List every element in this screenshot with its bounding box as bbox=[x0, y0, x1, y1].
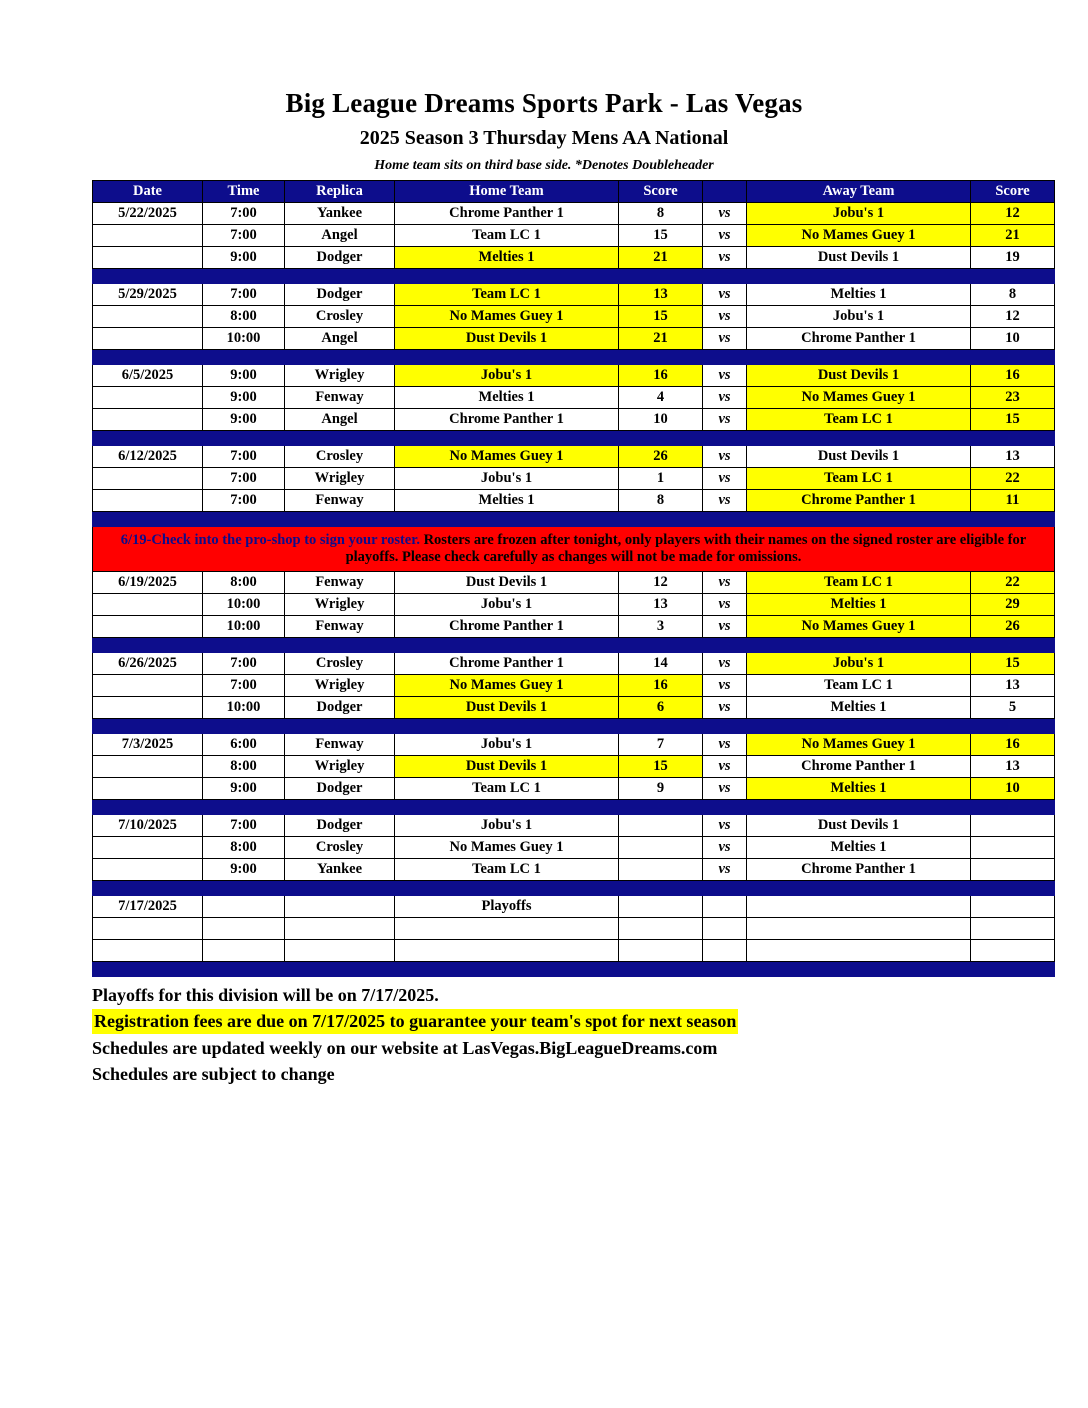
cell-vs: vs bbox=[703, 306, 747, 328]
cell-replica: Wrigley bbox=[285, 468, 395, 490]
cell-date bbox=[93, 306, 203, 328]
cell-time: 10:00 bbox=[203, 328, 285, 350]
cell-away-team: Team LC 1 bbox=[747, 468, 971, 490]
cell-away-score: 29 bbox=[971, 594, 1055, 616]
cell-away-score: 23 bbox=[971, 387, 1055, 409]
cell-home-score: 14 bbox=[619, 653, 703, 675]
cell-time: 7:00 bbox=[203, 284, 285, 306]
week-separator bbox=[93, 638, 1055, 653]
week-separator bbox=[93, 719, 1055, 734]
table-row bbox=[93, 837, 1055, 859]
cell-vs: vs bbox=[703, 409, 747, 431]
roster-notice-text bbox=[93, 527, 1055, 572]
table-row bbox=[93, 409, 1055, 431]
cell-time: 9:00 bbox=[203, 247, 285, 269]
cell-home-score: 15 bbox=[619, 756, 703, 778]
cell-vs: vs bbox=[703, 778, 747, 800]
table-row bbox=[93, 734, 1055, 756]
cell-time: 7:00 bbox=[203, 675, 285, 697]
cell-date bbox=[93, 328, 203, 350]
cell-away-team bbox=[747, 896, 971, 918]
cell-date bbox=[93, 778, 203, 800]
cell-away-team: Jobu's 1 bbox=[747, 653, 971, 675]
cell-replica: Crosley bbox=[285, 306, 395, 328]
week-separator-cell bbox=[93, 269, 1055, 284]
table-row bbox=[93, 756, 1055, 778]
table-row bbox=[93, 468, 1055, 490]
cell-away-team: Melties 1 bbox=[747, 837, 971, 859]
table-row bbox=[93, 225, 1055, 247]
footer-registration: Registration fees are due on 7/17/2025 to guarantee your team's spot for next season bbox=[92, 1009, 738, 1033]
cell-time: 7:00 bbox=[203, 468, 285, 490]
cell-home-team: Dust Devils 1 bbox=[395, 697, 619, 719]
cell-replica: Crosley bbox=[285, 653, 395, 675]
cell-away-score: 13 bbox=[971, 756, 1055, 778]
cell-time: 8:00 bbox=[203, 756, 285, 778]
cell-vs: vs bbox=[703, 225, 747, 247]
empty-cell bbox=[395, 940, 619, 962]
cell-home-team: Playoffs bbox=[395, 896, 619, 918]
cell-vs: vs bbox=[703, 572, 747, 594]
cell-replica: Angel bbox=[285, 328, 395, 350]
table-row bbox=[93, 675, 1055, 697]
cell-away-team: Melties 1 bbox=[747, 284, 971, 306]
week-separator bbox=[93, 800, 1055, 815]
week-separator-cell bbox=[93, 800, 1055, 815]
cell-home-team: No Mames Guey 1 bbox=[395, 446, 619, 468]
table-row bbox=[93, 284, 1055, 306]
cell-date bbox=[93, 387, 203, 409]
cell-away-score bbox=[971, 859, 1055, 881]
cell-away-score: 26 bbox=[971, 616, 1055, 638]
cell-home-score: 16 bbox=[619, 365, 703, 387]
cell-vs: vs bbox=[703, 387, 747, 409]
cell-replica: Wrigley bbox=[285, 675, 395, 697]
cell-away-team: Dust Devils 1 bbox=[747, 365, 971, 387]
empty-cell bbox=[619, 940, 703, 962]
empty-cell bbox=[747, 940, 971, 962]
empty-cell bbox=[703, 918, 747, 940]
empty-cell bbox=[619, 918, 703, 940]
cell-vs: vs bbox=[703, 697, 747, 719]
cell-away-team: Team LC 1 bbox=[747, 675, 971, 697]
page-title: Big League Dreams Sports Park - Las Vegas bbox=[285, 88, 803, 118]
cell-away-team: No Mames Guey 1 bbox=[747, 734, 971, 756]
cell-date bbox=[93, 697, 203, 719]
cell-home-score: 3 bbox=[619, 616, 703, 638]
cell-date: 6/26/2025 bbox=[93, 653, 203, 675]
cell-date bbox=[93, 756, 203, 778]
cell-date bbox=[93, 859, 203, 881]
cell-date bbox=[93, 490, 203, 512]
cell-time: 9:00 bbox=[203, 859, 285, 881]
table-row bbox=[93, 446, 1055, 468]
cell-away-team: No Mames Guey 1 bbox=[747, 225, 971, 247]
column-header-home: Home Team bbox=[395, 181, 619, 203]
cell-vs: vs bbox=[703, 859, 747, 881]
cell-time: 7:00 bbox=[203, 203, 285, 225]
schedule-table bbox=[92, 180, 1055, 977]
table-row bbox=[93, 594, 1055, 616]
cell-home-team: Chrome Panther 1 bbox=[395, 409, 619, 431]
cell-away-score: 11 bbox=[971, 490, 1055, 512]
cell-replica: Fenway bbox=[285, 616, 395, 638]
table-row bbox=[93, 365, 1055, 387]
column-header-score-home: Score bbox=[619, 181, 703, 203]
cell-away-score: 19 bbox=[971, 247, 1055, 269]
cell-away-team: Melties 1 bbox=[747, 697, 971, 719]
cell-home-team: Melties 1 bbox=[395, 247, 619, 269]
table-row bbox=[93, 616, 1055, 638]
cell-away-team: Melties 1 bbox=[747, 594, 971, 616]
cell-away-score: 22 bbox=[971, 572, 1055, 594]
cell-home-team: Team LC 1 bbox=[395, 225, 619, 247]
cell-replica: Crosley bbox=[285, 446, 395, 468]
table-header-row bbox=[93, 181, 1055, 203]
cell-replica: Wrigley bbox=[285, 594, 395, 616]
table-row bbox=[93, 247, 1055, 269]
week-separator-cell bbox=[93, 719, 1055, 734]
cell-time: 10:00 bbox=[203, 697, 285, 719]
cell-vs: vs bbox=[703, 468, 747, 490]
cell-away-score bbox=[971, 896, 1055, 918]
cell-time: 10:00 bbox=[203, 616, 285, 638]
cell-replica: Dodger bbox=[285, 284, 395, 306]
table-row bbox=[93, 306, 1055, 328]
cell-replica: Yankee bbox=[285, 859, 395, 881]
week-separator-cell bbox=[93, 962, 1055, 977]
footer-notes bbox=[92, 983, 996, 1086]
cell-time: 10:00 bbox=[203, 594, 285, 616]
cell-away-team: No Mames Guey 1 bbox=[747, 616, 971, 638]
cell-vs: vs bbox=[703, 837, 747, 859]
cell-vs: vs bbox=[703, 734, 747, 756]
cell-time: 6:00 bbox=[203, 734, 285, 756]
cell-time bbox=[203, 896, 285, 918]
cell-away-score: 12 bbox=[971, 203, 1055, 225]
table-row bbox=[93, 653, 1055, 675]
roster-notice-highlight: 6/19-Check into the pro-shop to sign your roster. bbox=[120, 532, 420, 549]
empty-cell bbox=[747, 918, 971, 940]
cell-away-score: 16 bbox=[971, 365, 1055, 387]
cell-vs: vs bbox=[703, 328, 747, 350]
cell-date bbox=[93, 468, 203, 490]
cell-vs: vs bbox=[703, 365, 747, 387]
cell-vs: vs bbox=[703, 247, 747, 269]
cell-away-team: Jobu's 1 bbox=[747, 203, 971, 225]
empty-cell bbox=[285, 940, 395, 962]
cell-vs: vs bbox=[703, 203, 747, 225]
cell-home-score: 26 bbox=[619, 446, 703, 468]
empty-cell bbox=[203, 918, 285, 940]
cell-time: 7:00 bbox=[203, 446, 285, 468]
cell-away-score: 22 bbox=[971, 468, 1055, 490]
cell-away-score bbox=[971, 837, 1055, 859]
cell-home-score: 21 bbox=[619, 328, 703, 350]
empty-cell bbox=[395, 918, 619, 940]
cell-home-score bbox=[619, 896, 703, 918]
column-header-date: Date bbox=[93, 181, 203, 203]
cell-vs: vs bbox=[703, 616, 747, 638]
cell-away-team: Chrome Panther 1 bbox=[747, 490, 971, 512]
cell-away-score: 10 bbox=[971, 328, 1055, 350]
week-separator bbox=[93, 512, 1055, 527]
week-separator bbox=[93, 269, 1055, 284]
table-row bbox=[93, 896, 1055, 918]
cell-home-score: 10 bbox=[619, 409, 703, 431]
cell-time: 7:00 bbox=[203, 225, 285, 247]
cell-home-team: Dust Devils 1 bbox=[395, 572, 619, 594]
cell-home-team: Jobu's 1 bbox=[395, 734, 619, 756]
cell-away-score: 16 bbox=[971, 734, 1055, 756]
cell-away-score: 8 bbox=[971, 284, 1055, 306]
cell-home-score: 6 bbox=[619, 697, 703, 719]
page-subtitle: 2025 Season 3 Thursday Mens AA National bbox=[359, 127, 729, 149]
empty-cell bbox=[93, 918, 203, 940]
cell-away-score: 21 bbox=[971, 225, 1055, 247]
week-separator-cell bbox=[93, 431, 1055, 446]
cell-away-team: Dust Devils 1 bbox=[747, 815, 971, 837]
cell-home-team: Jobu's 1 bbox=[395, 468, 619, 490]
cell-date bbox=[93, 247, 203, 269]
cell-vs: vs bbox=[703, 594, 747, 616]
cell-time: 7:00 bbox=[203, 815, 285, 837]
cell-away-score: 10 bbox=[971, 778, 1055, 800]
cell-home-team: Dust Devils 1 bbox=[395, 756, 619, 778]
cell-date bbox=[93, 616, 203, 638]
cell-home-score: 1 bbox=[619, 468, 703, 490]
cell-home-team: Dust Devils 1 bbox=[395, 328, 619, 350]
cell-away-team: Team LC 1 bbox=[747, 572, 971, 594]
week-separator bbox=[93, 881, 1055, 896]
cell-replica: Fenway bbox=[285, 572, 395, 594]
cell-away-score: 13 bbox=[971, 675, 1055, 697]
cell-replica: Crosley bbox=[285, 837, 395, 859]
empty-row bbox=[93, 940, 1055, 962]
cell-home-team: Team LC 1 bbox=[395, 284, 619, 306]
cell-home-team: Team LC 1 bbox=[395, 778, 619, 800]
cell-home-team: Jobu's 1 bbox=[395, 815, 619, 837]
cell-time: 8:00 bbox=[203, 837, 285, 859]
cell-date: 7/3/2025 bbox=[93, 734, 203, 756]
column-header-time: Time bbox=[203, 181, 285, 203]
cell-away-score: 5 bbox=[971, 697, 1055, 719]
cell-date bbox=[93, 675, 203, 697]
cell-away-score: 15 bbox=[971, 409, 1055, 431]
table-row bbox=[93, 697, 1055, 719]
cell-vs: vs bbox=[703, 446, 747, 468]
cell-date: 5/22/2025 bbox=[93, 203, 203, 225]
week-separator-cell bbox=[93, 512, 1055, 527]
cell-home-score: 7 bbox=[619, 734, 703, 756]
cell-vs: vs bbox=[703, 653, 747, 675]
column-header-vs bbox=[703, 181, 747, 203]
cell-replica: Angel bbox=[285, 225, 395, 247]
footer-subject-to-change: Schedules are subject to change bbox=[92, 1063, 335, 1084]
cell-replica: Wrigley bbox=[285, 365, 395, 387]
cell-replica: Dodger bbox=[285, 778, 395, 800]
cell-date bbox=[93, 594, 203, 616]
cell-home-team: Jobu's 1 bbox=[395, 365, 619, 387]
cell-home-team: Melties 1 bbox=[395, 490, 619, 512]
cell-home-team: Chrome Panther 1 bbox=[395, 203, 619, 225]
cell-home-score: 13 bbox=[619, 594, 703, 616]
cell-home-team: Team LC 1 bbox=[395, 859, 619, 881]
cell-away-team: Jobu's 1 bbox=[747, 306, 971, 328]
cell-away-team: Chrome Panther 1 bbox=[747, 859, 971, 881]
cell-vs: vs bbox=[703, 675, 747, 697]
cell-date: 6/12/2025 bbox=[93, 446, 203, 468]
cell-date: 6/5/2025 bbox=[93, 365, 203, 387]
cell-home-score: 9 bbox=[619, 778, 703, 800]
cell-replica: Fenway bbox=[285, 490, 395, 512]
cell-replica: Dodger bbox=[285, 815, 395, 837]
cell-vs: vs bbox=[703, 490, 747, 512]
week-separator bbox=[93, 962, 1055, 977]
cell-vs bbox=[703, 896, 747, 918]
cell-away-score: 15 bbox=[971, 653, 1055, 675]
cell-away-team: Chrome Panther 1 bbox=[747, 756, 971, 778]
cell-home-team: Chrome Panther 1 bbox=[395, 653, 619, 675]
cell-home-score: 16 bbox=[619, 675, 703, 697]
cell-replica: Angel bbox=[285, 409, 395, 431]
cell-home-score bbox=[619, 837, 703, 859]
table-row bbox=[93, 778, 1055, 800]
cell-replica: Dodger bbox=[285, 697, 395, 719]
cell-away-score bbox=[971, 815, 1055, 837]
cell-away-team: Team LC 1 bbox=[747, 409, 971, 431]
schedule-body bbox=[93, 203, 1055, 977]
roster-notice-detail: Rosters are frozen after tonight, only players with their names on the signed roster are eligible for playoffs. Please check carefully as changes will not be made for omissions. bbox=[345, 532, 1027, 565]
cell-away-score: 12 bbox=[971, 306, 1055, 328]
cell-vs: vs bbox=[703, 284, 747, 306]
cell-home-score bbox=[619, 815, 703, 837]
roster-notice-row bbox=[93, 527, 1055, 572]
cell-home-team: No Mames Guey 1 bbox=[395, 837, 619, 859]
empty-cell bbox=[285, 918, 395, 940]
cell-away-team: No Mames Guey 1 bbox=[747, 387, 971, 409]
cell-replica: Fenway bbox=[285, 734, 395, 756]
cell-vs: vs bbox=[703, 756, 747, 778]
table-row bbox=[93, 387, 1055, 409]
cell-date: 5/29/2025 bbox=[93, 284, 203, 306]
cell-away-team: Dust Devils 1 bbox=[747, 247, 971, 269]
cell-time: 9:00 bbox=[203, 409, 285, 431]
week-separator-cell bbox=[93, 350, 1055, 365]
cell-home-team: Melties 1 bbox=[395, 387, 619, 409]
week-separator-cell bbox=[93, 638, 1055, 653]
cell-vs: vs bbox=[703, 815, 747, 837]
cell-away-team: Chrome Panther 1 bbox=[747, 328, 971, 350]
cell-date bbox=[93, 409, 203, 431]
cell-replica: Dodger bbox=[285, 247, 395, 269]
cell-away-team: Dust Devils 1 bbox=[747, 446, 971, 468]
cell-home-score: 13 bbox=[619, 284, 703, 306]
cell-home-team: No Mames Guey 1 bbox=[395, 675, 619, 697]
cell-home-score: 15 bbox=[619, 306, 703, 328]
cell-home-score: 12 bbox=[619, 572, 703, 594]
cell-away-score: 13 bbox=[971, 446, 1055, 468]
cell-time: 7:00 bbox=[203, 653, 285, 675]
cell-time: 8:00 bbox=[203, 572, 285, 594]
cell-time: 9:00 bbox=[203, 778, 285, 800]
table-row bbox=[93, 815, 1055, 837]
cell-replica bbox=[285, 896, 395, 918]
cell-home-score: 15 bbox=[619, 225, 703, 247]
empty-cell bbox=[93, 940, 203, 962]
cell-date bbox=[93, 837, 203, 859]
cell-date: 7/10/2025 bbox=[93, 815, 203, 837]
home-team-note: Home team sits on third base side. *Denotes Doubleheader bbox=[374, 158, 714, 173]
cell-time: 7:00 bbox=[203, 490, 285, 512]
footer-website: Schedules are updated weekly on our website at LasVegas.BigLeagueDreams.com bbox=[92, 1037, 718, 1058]
week-separator-cell bbox=[93, 881, 1055, 896]
cell-date: 6/19/2025 bbox=[93, 572, 203, 594]
cell-home-score: 8 bbox=[619, 203, 703, 225]
cell-home-team: Chrome Panther 1 bbox=[395, 616, 619, 638]
empty-cell bbox=[703, 940, 747, 962]
table-row bbox=[93, 859, 1055, 881]
table-row bbox=[93, 328, 1055, 350]
cell-replica: Yankee bbox=[285, 203, 395, 225]
cell-replica: Wrigley bbox=[285, 756, 395, 778]
cell-home-score bbox=[619, 859, 703, 881]
empty-row bbox=[93, 918, 1055, 940]
empty-cell bbox=[971, 918, 1055, 940]
cell-time: 8:00 bbox=[203, 306, 285, 328]
cell-home-score: 8 bbox=[619, 490, 703, 512]
cell-date bbox=[93, 225, 203, 247]
cell-home-team: No Mames Guey 1 bbox=[395, 306, 619, 328]
column-header-score-away: Score bbox=[971, 181, 1055, 203]
cell-home-team: Jobu's 1 bbox=[395, 594, 619, 616]
cell-time: 9:00 bbox=[203, 365, 285, 387]
cell-replica: Fenway bbox=[285, 387, 395, 409]
week-separator bbox=[93, 350, 1055, 365]
cell-date: 7/17/2025 bbox=[93, 896, 203, 918]
table-row bbox=[93, 203, 1055, 225]
column-header-replica: Replica bbox=[285, 181, 395, 203]
cell-home-score: 21 bbox=[619, 247, 703, 269]
cell-time: 9:00 bbox=[203, 387, 285, 409]
week-separator bbox=[93, 431, 1055, 446]
table-row bbox=[93, 490, 1055, 512]
table-row bbox=[93, 572, 1055, 594]
cell-home-score: 4 bbox=[619, 387, 703, 409]
empty-cell bbox=[971, 940, 1055, 962]
empty-cell bbox=[203, 940, 285, 962]
footer-playoffs: Playoffs for this division will be on 7/17/2025. bbox=[92, 985, 439, 1005]
cell-away-team: Melties 1 bbox=[747, 778, 971, 800]
column-header-away: Away Team bbox=[747, 181, 971, 203]
